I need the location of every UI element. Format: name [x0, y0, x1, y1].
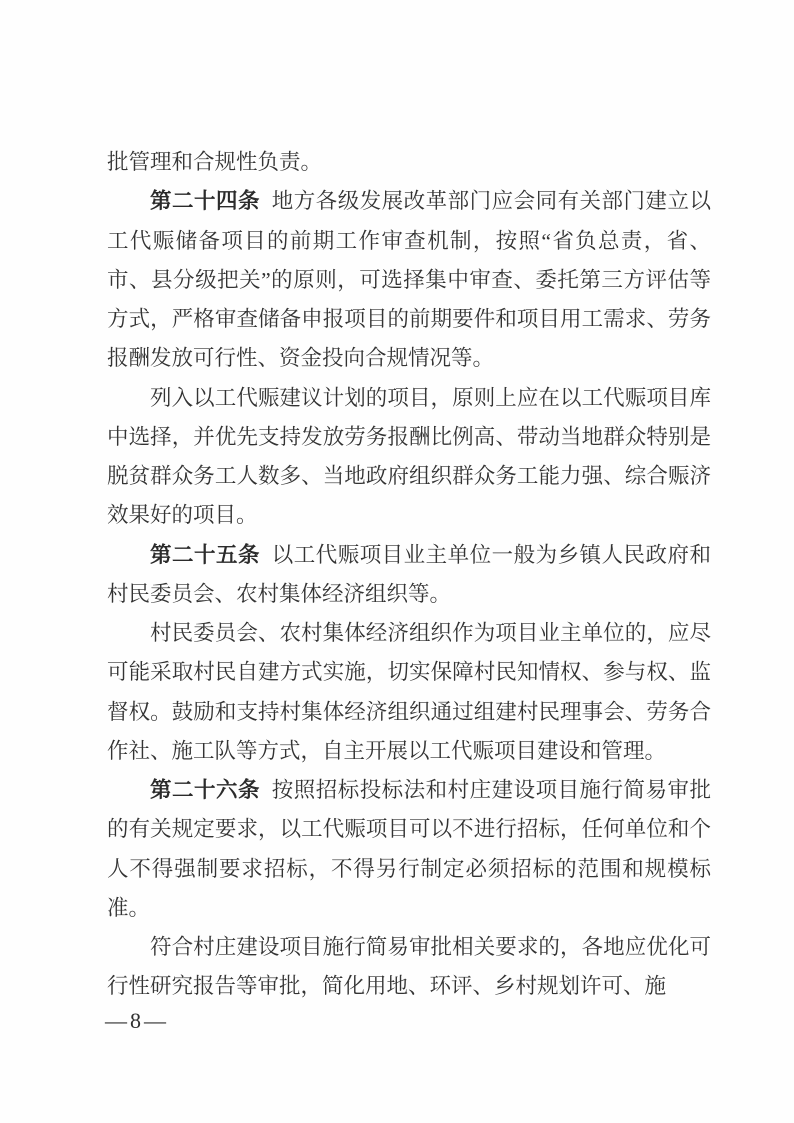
paragraph-text: 村民委员会、农村集体经济组织作为项目业主单位的，应尽可能采取村民自建方式实施，切实保障村民知情权、参与权、监督权。鼓励和支持村集体经济组织通过组建村民理事会、劳务合作社、施工队等方式，自主开展以工代赈项目建设和管理。	[107, 621, 711, 763]
document-body	[107, 143, 711, 1007]
footer-dash-right: —	[144, 1008, 166, 1033]
article-paragraph	[107, 536, 711, 615]
article-number: 第二十六条	[150, 778, 260, 802]
paragraph	[107, 928, 711, 1007]
paragraph-text: 列入以工代赈建议计划的项目，原则上应在以工代赈项目库中选择，并优先支持发放劳务报酬比例高、带动当地群众特别是脱贫群众务工人数多、当地政府组织群众务工能力强、综合赈济效果好的项目。	[107, 385, 711, 528]
article-paragraph	[107, 771, 711, 928]
article-number: 第二十四条	[150, 189, 260, 214]
article-number: 第二十五条	[150, 542, 260, 567]
page-number: 8	[130, 1008, 141, 1033]
page-footer	[105, 1008, 166, 1034]
paragraph-text: 按照招标投标法和村庄建设项目施行简易审批的有关规定要求，以工代赈项目可以不进行招标，任何单位和个人不得强制要求招标，不得另行制定必须招标的范围和规模标准。	[107, 778, 711, 920]
paragraph	[107, 614, 711, 771]
paragraph-text: 以工代赈项目业主单位一般为乡镇人民政府和村民委员会、农村集体经济组织等。	[107, 542, 711, 606]
paragraph-text: 地方各级发展改革部门应会同有关部门建立以工代赈储备项目的前期工作审查机制，按照“省负总责，省、市、县分级把关”的原则，可选择集中审查、委托第三方评估等方式，严格审查储备申报项目的前期要件和项目用工需求、劳务报酬发放可行性、资金投向合规情况等。	[107, 189, 711, 371]
paragraph-text: 批管理和合规性负责。	[107, 150, 323, 174]
paragraph	[107, 379, 711, 536]
paragraph	[107, 143, 711, 182]
footer-dash-left: —	[105, 1008, 127, 1033]
paragraph-text: 符合村庄建设项目施行简易审批相关要求的，各地应优化可行性研究报告等审批，简化用地、环评、乡村规划许可、施	[107, 935, 711, 999]
article-paragraph	[107, 182, 711, 378]
